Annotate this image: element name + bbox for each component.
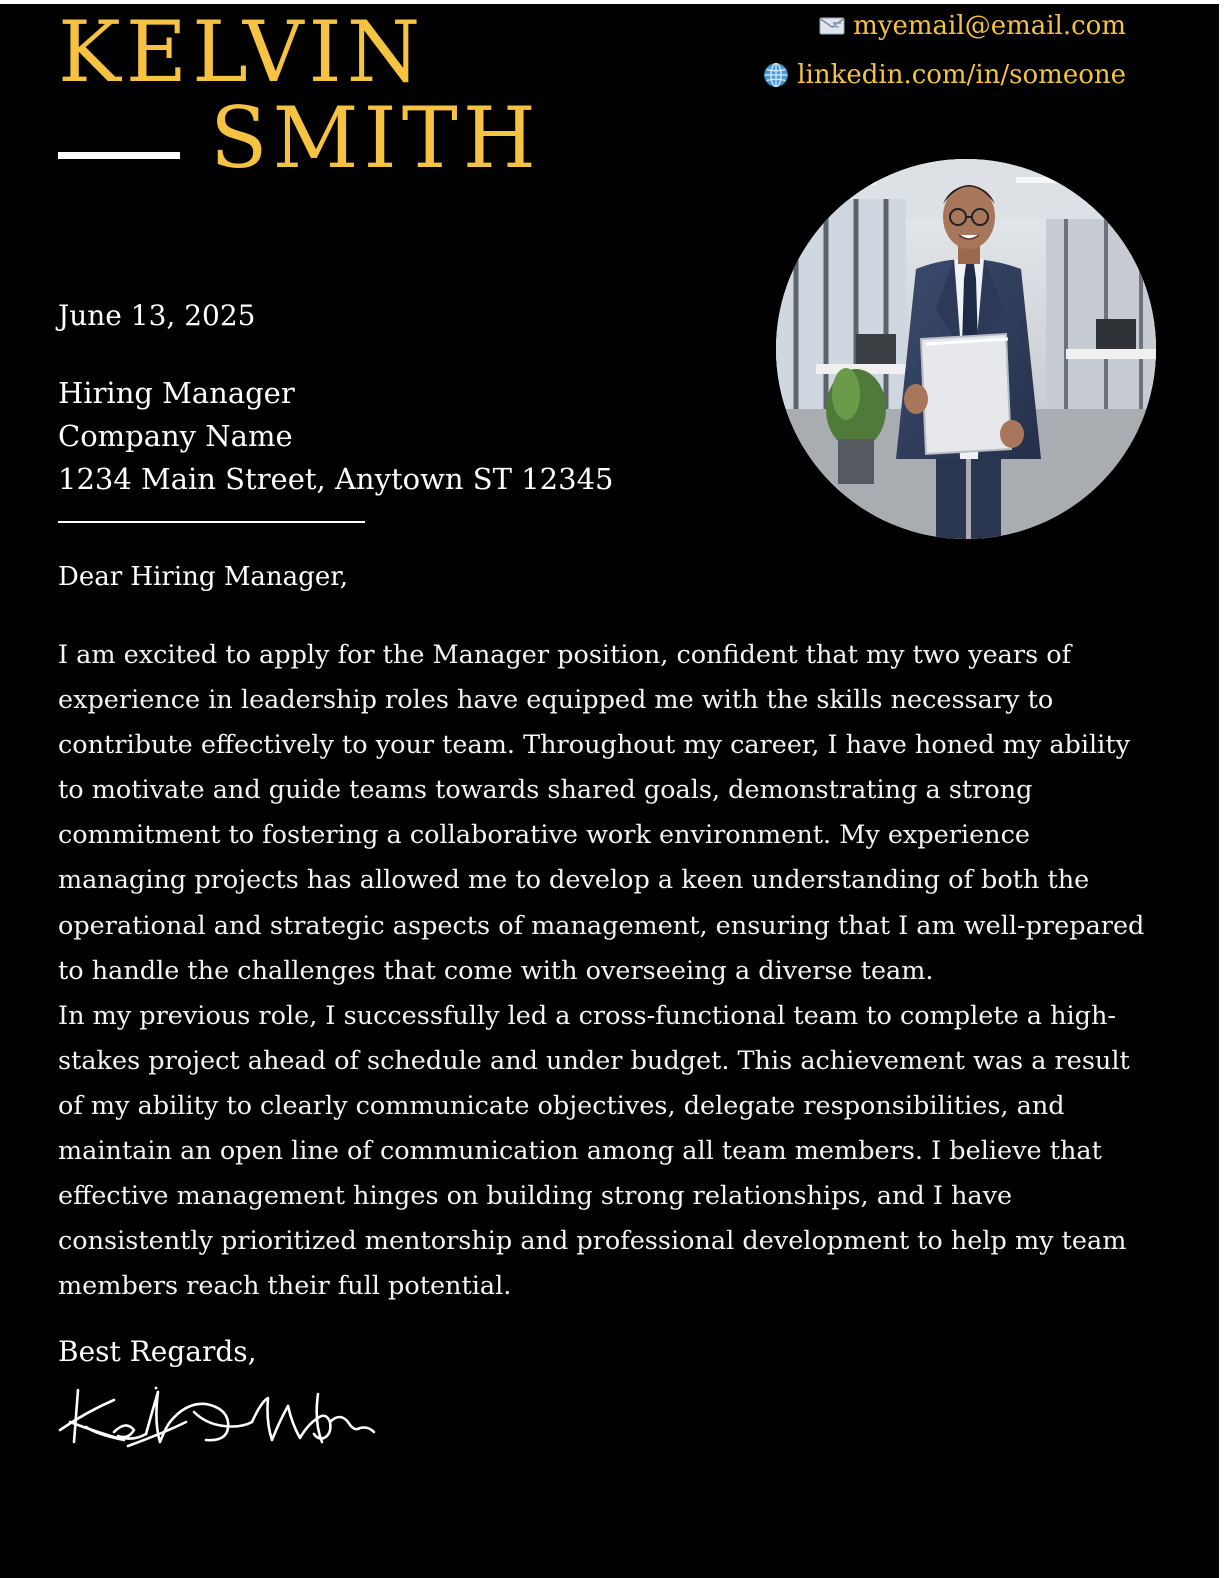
cover-letter-page — [0, 4, 1219, 1578]
email-link[interactable]: myemail@email.com — [853, 11, 1126, 41]
recipient-address: 1234 Main Street, Anytown ST 12345 — [58, 462, 614, 496]
email-contact[interactable] — [819, 10, 1126, 42]
signature — [56, 1382, 376, 1462]
salutation: Dear Hiring Manager, — [58, 562, 349, 592]
recipient-company: Company Name — [58, 419, 293, 453]
recipient-title: Hiring Manager — [58, 376, 295, 410]
recipient-block — [58, 372, 614, 501]
body-paragraph: I am excited to apply for the Manager position, confident that my two years of experience in leadership roles have equipped me with the skills necessary to contribute effectively to your team. Throughout my career, I have honed my ability to motivate and guide teams towards shared goals, demonstrating a strong commitment to fostering a collaborative work environment. My experience managing projects has allowed me to develop a keen understanding of both the operational and strategic aspects of management, ensuring that I am well-prepared to handle the challenges that come with overseeing a diverse team. — [58, 640, 1145, 986]
name-dash-divider — [58, 152, 180, 159]
letter-body — [58, 633, 1158, 1309]
profile-photo — [776, 159, 1156, 539]
first-name: KELVIN — [58, 4, 426, 101]
body-paragraph: In my previous role, I successfully led a cross-functional team to complete a high-stakes project ahead of schedule and under budget. This achievement was a result of my ability to clearly communicate objectives, delegate responsibilities, and maintain an open line of communication among all team members. I believe that effective management hinges on building strong relationships, and I have consistently prioritized mentorship and professional development to help my team members reach their full potential. — [58, 1000, 1130, 1302]
globe-icon — [763, 62, 789, 88]
closing: Best Regards, — [58, 1335, 257, 1368]
divider-rule — [58, 521, 365, 523]
last-name: SMITH — [210, 89, 542, 187]
envelope-icon — [819, 13, 845, 39]
linkedin-link[interactable]: linkedin.com/in/someone — [797, 60, 1126, 90]
linkedin-contact[interactable] — [763, 59, 1126, 91]
letter-date: June 13, 2025 — [58, 299, 256, 332]
